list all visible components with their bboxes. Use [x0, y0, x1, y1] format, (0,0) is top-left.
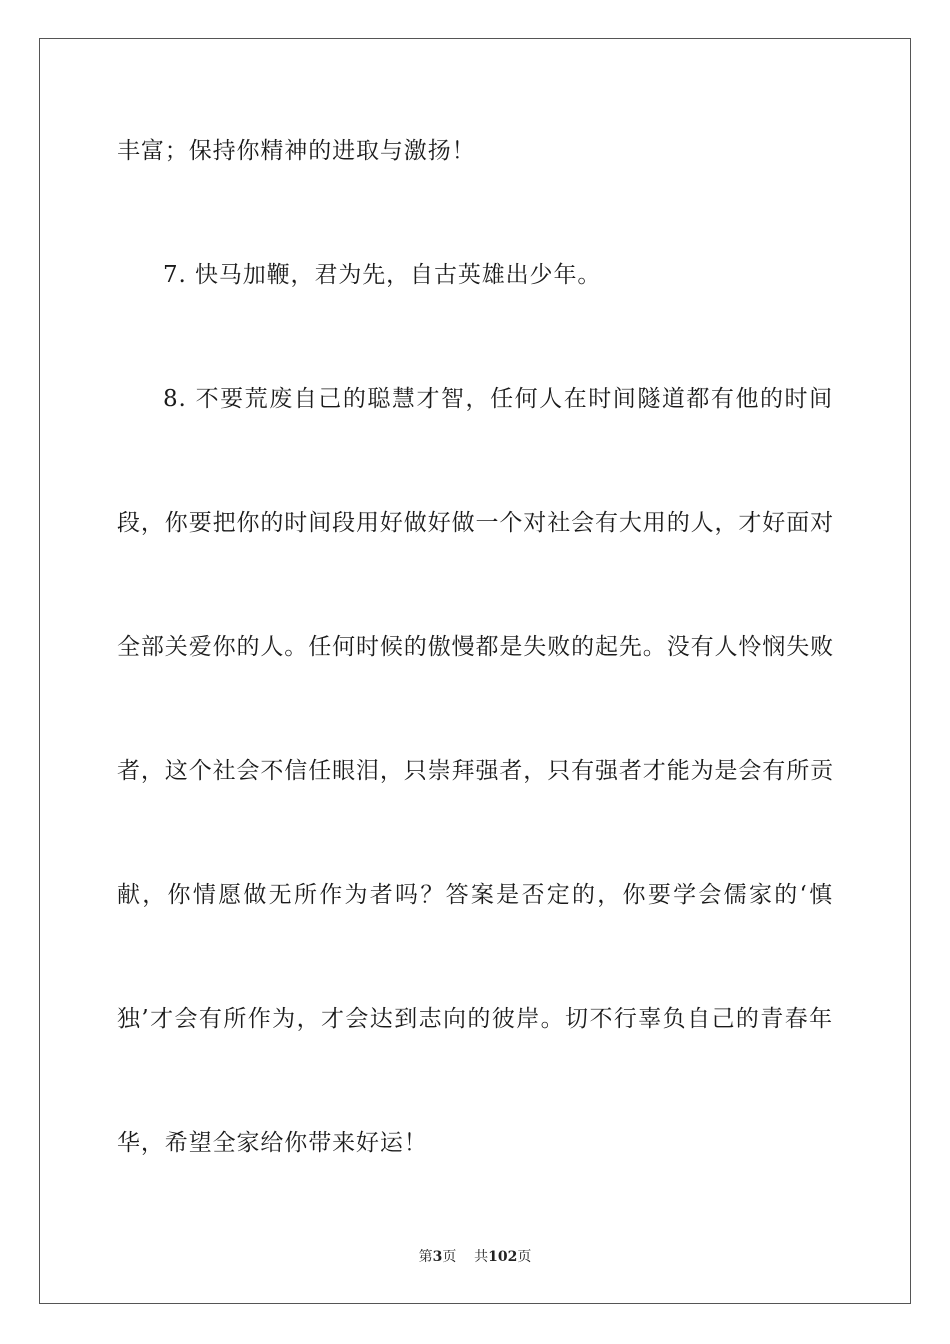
body-line-4: 段，你要把你的时间段用好做好做一个对社会有大用的人，才好面对 [117, 510, 834, 536]
body-line-8: 独’才会有所作为，才会达到志向的彼岸。切不行辜负自己的青春年 [117, 1006, 833, 1032]
body-line-7: 献，你情愿做无所作为者吗？答案是否定的，你要学会儒家的‘慎 [117, 882, 833, 908]
total-pages: 102 [488, 1249, 518, 1265]
body-line-1: 丰富；保持你精神的进取与激扬！ [117, 138, 476, 164]
body-line-5: 全部关爱你的人。任何时候的傲慢都是失败的起先。没有人怜悯失败 [117, 634, 834, 660]
page-prefix: 第 [418, 1249, 433, 1265]
total-suffix: 页 [517, 1249, 532, 1265]
body-line-6: 者，这个社会不信任眼泪，只崇拜强者，只有强者才能为是会有所贡 [117, 758, 834, 784]
body-line-item-8: 8. 不要荒废自己的聪慧才智，任何人在时间隧道都有他的时间 [163, 386, 833, 412]
total-prefix: 共 [474, 1249, 489, 1265]
page-border [39, 38, 911, 1304]
page-footer [0, 1247, 950, 1267]
page-number: 3 [432, 1249, 443, 1265]
page-suffix: 页 [442, 1249, 457, 1265]
body-line-item-7: 7. 快马加鞭，君为先，自古英雄出少年。 [163, 262, 602, 288]
body-line-9: 华，希望全家给你带来好运！ [117, 1130, 428, 1156]
